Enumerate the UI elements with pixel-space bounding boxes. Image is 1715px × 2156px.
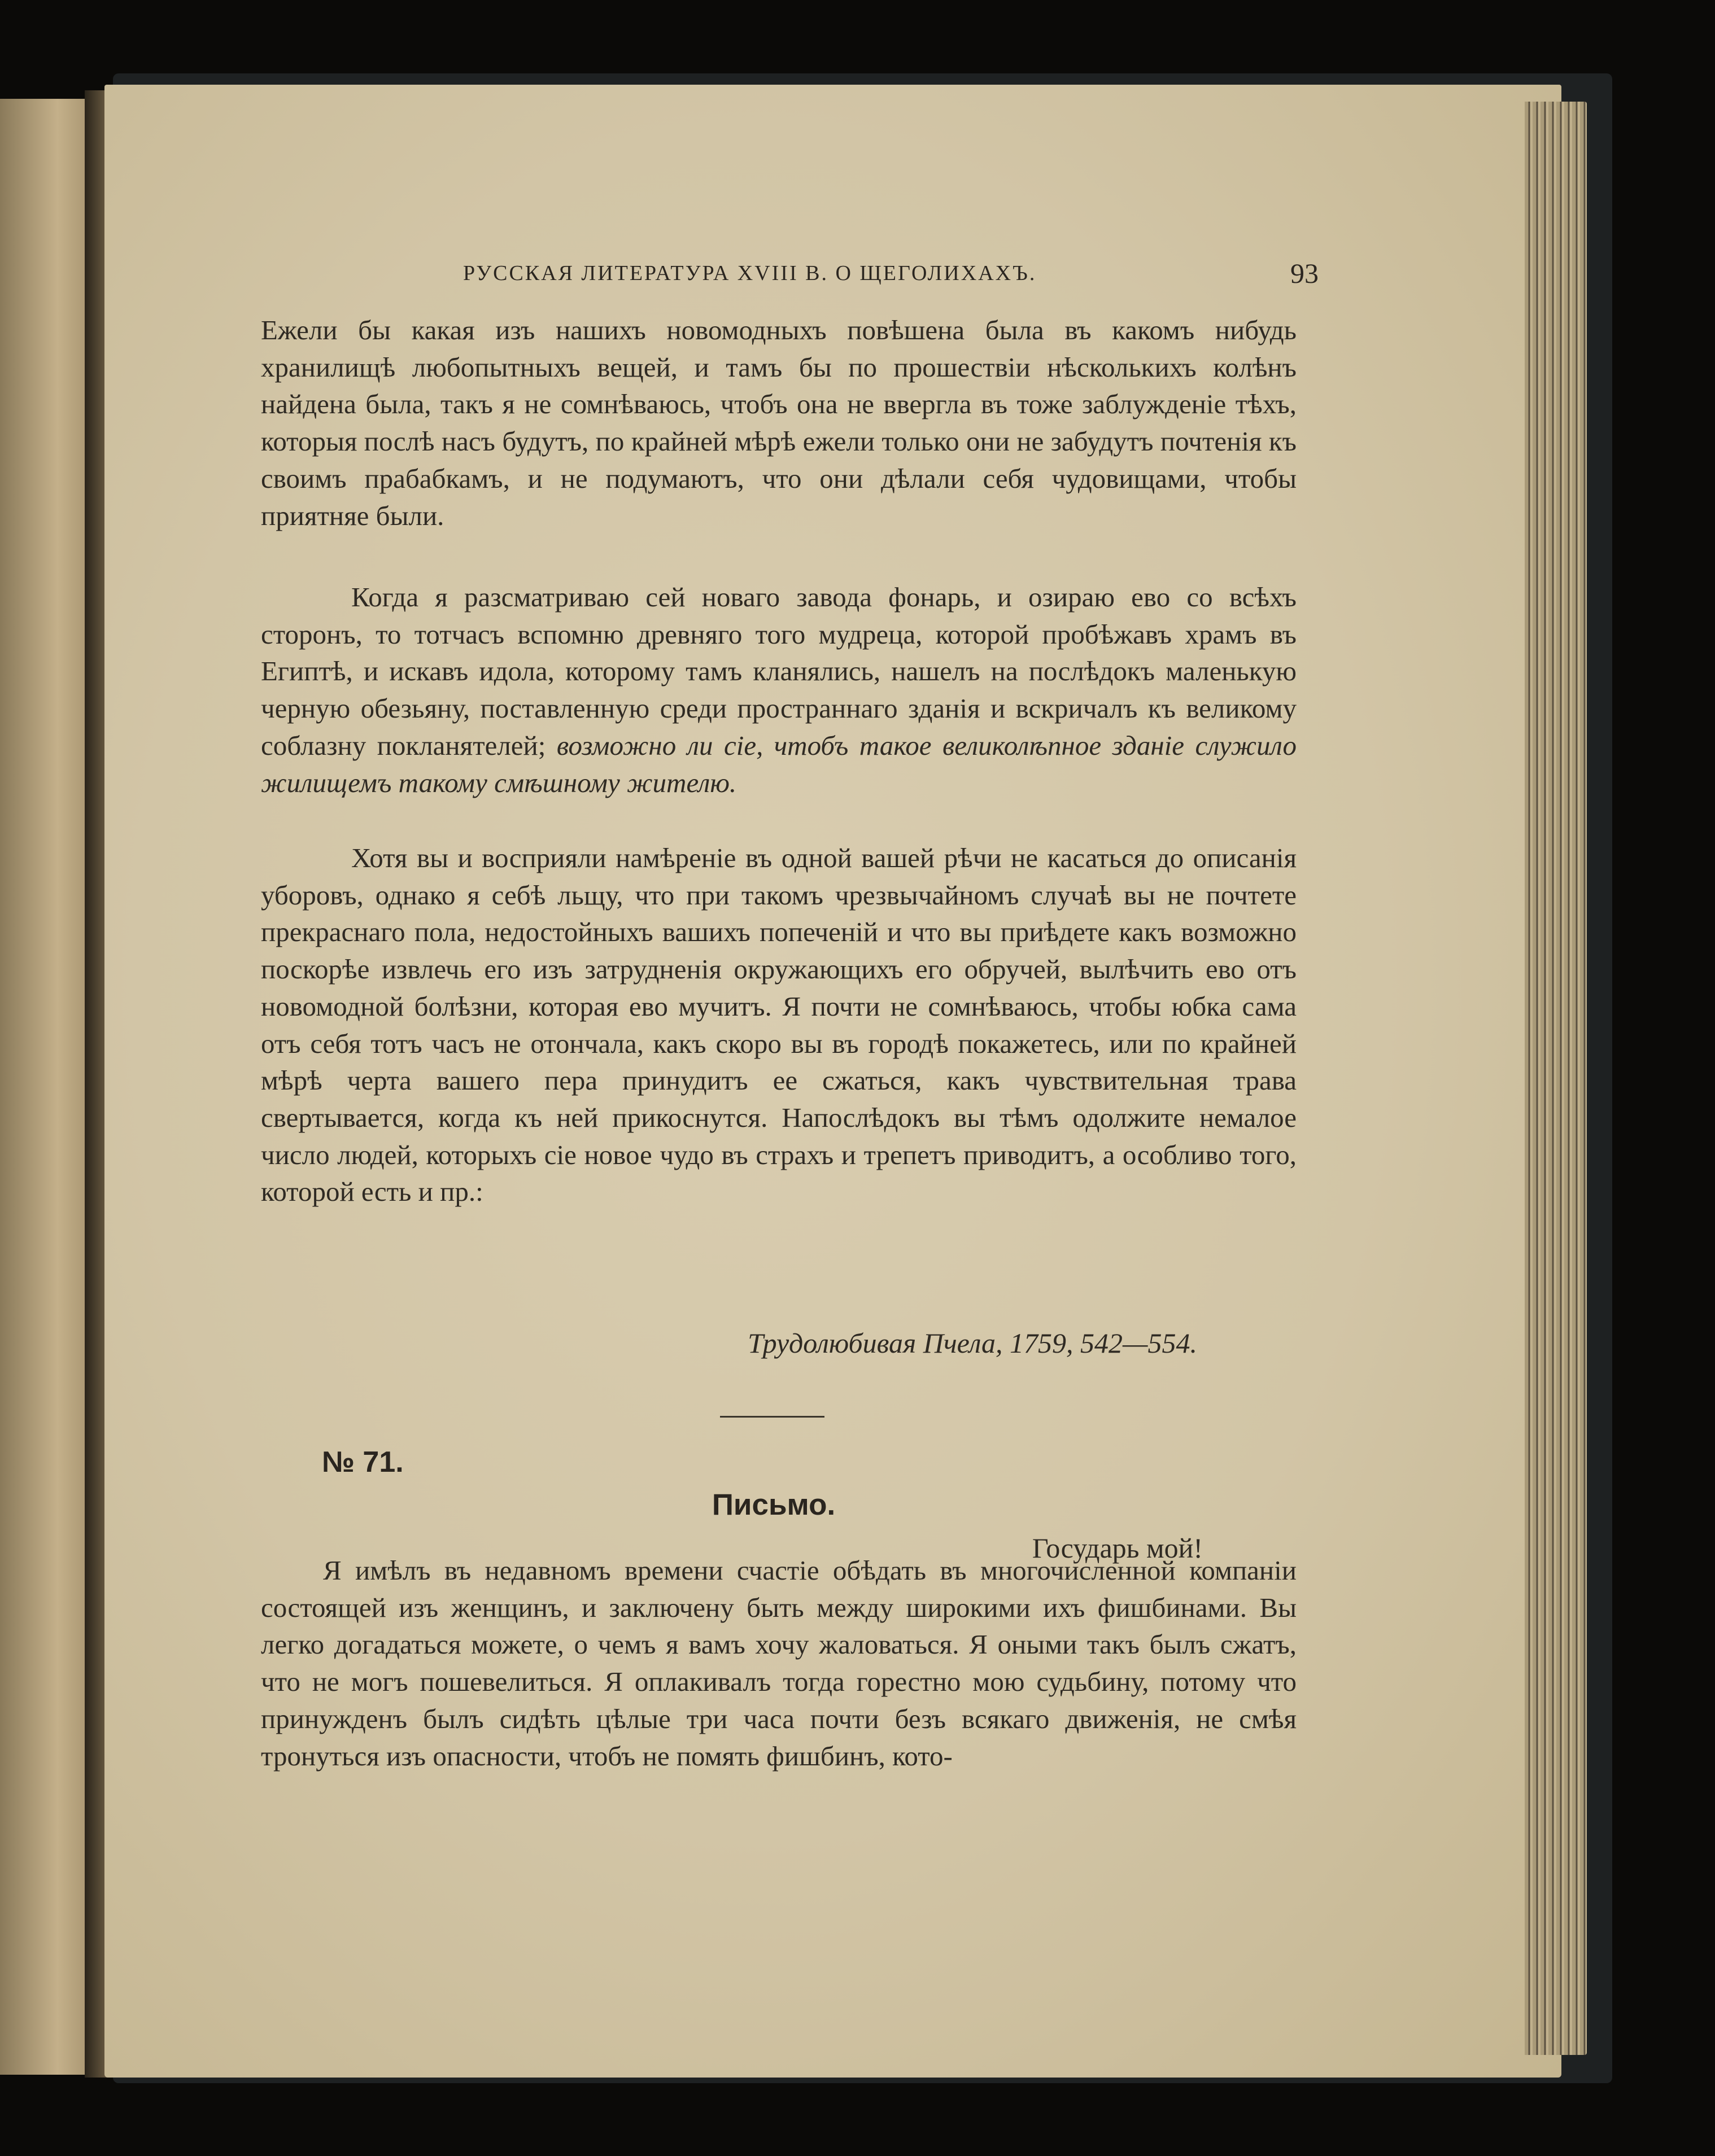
body-paragraph-2: [261, 579, 1297, 801]
letter-title: Письмо.: [712, 1488, 836, 1521]
page-number: 93: [1290, 257, 1319, 289]
letter-salutation: Государь мой!: [1032, 1532, 1203, 1564]
body-paragraph-3: Хотя вы и восприяли намѣреніе въ одной вашей рѣчи не касаться до описанія уборовъ, однако я себѣ льщу, что при такомъ чрезвычайномъ случаѣ вы не почтете прекраснаго пола, недостойныхъ вашихъ попеченій и что вы приѣдете какъ возможно поскорѣе извлечь его изъ затрудненія окружающихъ его обручей, вылѣчить ево отъ новомодной болѣзни, которая ево мучитъ. Я почти не сомнѣваюсь, чтобы юбка сама отъ себя тотъ часъ не отончала, какъ скоро вы въ городѣ покажетесь, или по крайней мѣрѣ черта вашего пера принудитъ ее сжаться, какъ чувствительная трава свертывается, когда къ ней прикоснутся. Напослѣдокъ вы тѣмъ одолжите немалое число людей, которыхъ сіе новое чудо въ страхъ и трепетъ приводитъ, а особливо того, которой есть и пр.:: [261, 842, 1297, 1208]
entry-number: № 71.: [322, 1446, 404, 1479]
page-block-edges: [1525, 102, 1587, 2055]
paragraph-2-text: Когда я разсматриваю сей новаго завода фонарь, и озираю ево со всѣхъ сторонъ, то тотчасъ вспомню древняго того мудреца, которой пробѣжавъ храмъ въ Египтѣ, и искавъ идола, которому тамъ кланялись, нашелъ на послѣдокъ маленькую черную обезьяну, поставленную среди пространнаго зданія и вскричалъ къ великому соблазну покланятелей;: [261, 581, 1297, 761]
body-paragraph-1: Ежели бы какая изъ нашихъ новомодныхъ повѣшена была въ какомъ нибудь хранилищѣ любопытныхъ вещей, и тамъ бы по прошествіи нѣсколькихъ колѣнъ найдена была, такъ я не сомнѣваюсь, чтобъ она не ввергла въ тоже заблужденіе тѣхъ, которыя послѣ насъ будутъ, по крайней мѣрѣ ежели только они не забудутъ почтенія къ своимъ прабабкамъ, и не подумаютъ, что они дѣлали себя чудовищами, чтобы приятняе были.: [261, 314, 1297, 531]
paragraph-2-quote: возможно ли сіе, чтобъ такое великолѣпное зданіе служило жилищемъ такому смѣшному жителю.: [261, 729, 1297, 798]
letter-paragraph: Я имѣлъ въ недавномъ времени счастіе обѣдать въ многочисленной компаніи состоящей изъ женщинъ, и заключену быть между широкими ихъ фишбинами. Вы легко догадаться можете, о чемъ я вамъ хочу жаловаться. Я оными такъ былъ сжатъ, что не могъ пошевелиться. Я оплакивалъ тогда горестно мою судьбину, потому что принужденъ былъ сидѣть цѣлые три часа почти безъ всякаго движенія, не смѣя тронуться изъ опасности, чтобъ не помять фишбинъ, кото-: [261, 1555, 1297, 1772]
source-citation: Трудолюбивая Пчела, 1759, 542—554.: [748, 1327, 1197, 1359]
section-divider: [720, 1416, 824, 1418]
running-head: РУССКАЯ ЛИТЕРАТУРА XVIII В. О ЩЕГОЛИХАХЪ.: [463, 261, 1037, 285]
